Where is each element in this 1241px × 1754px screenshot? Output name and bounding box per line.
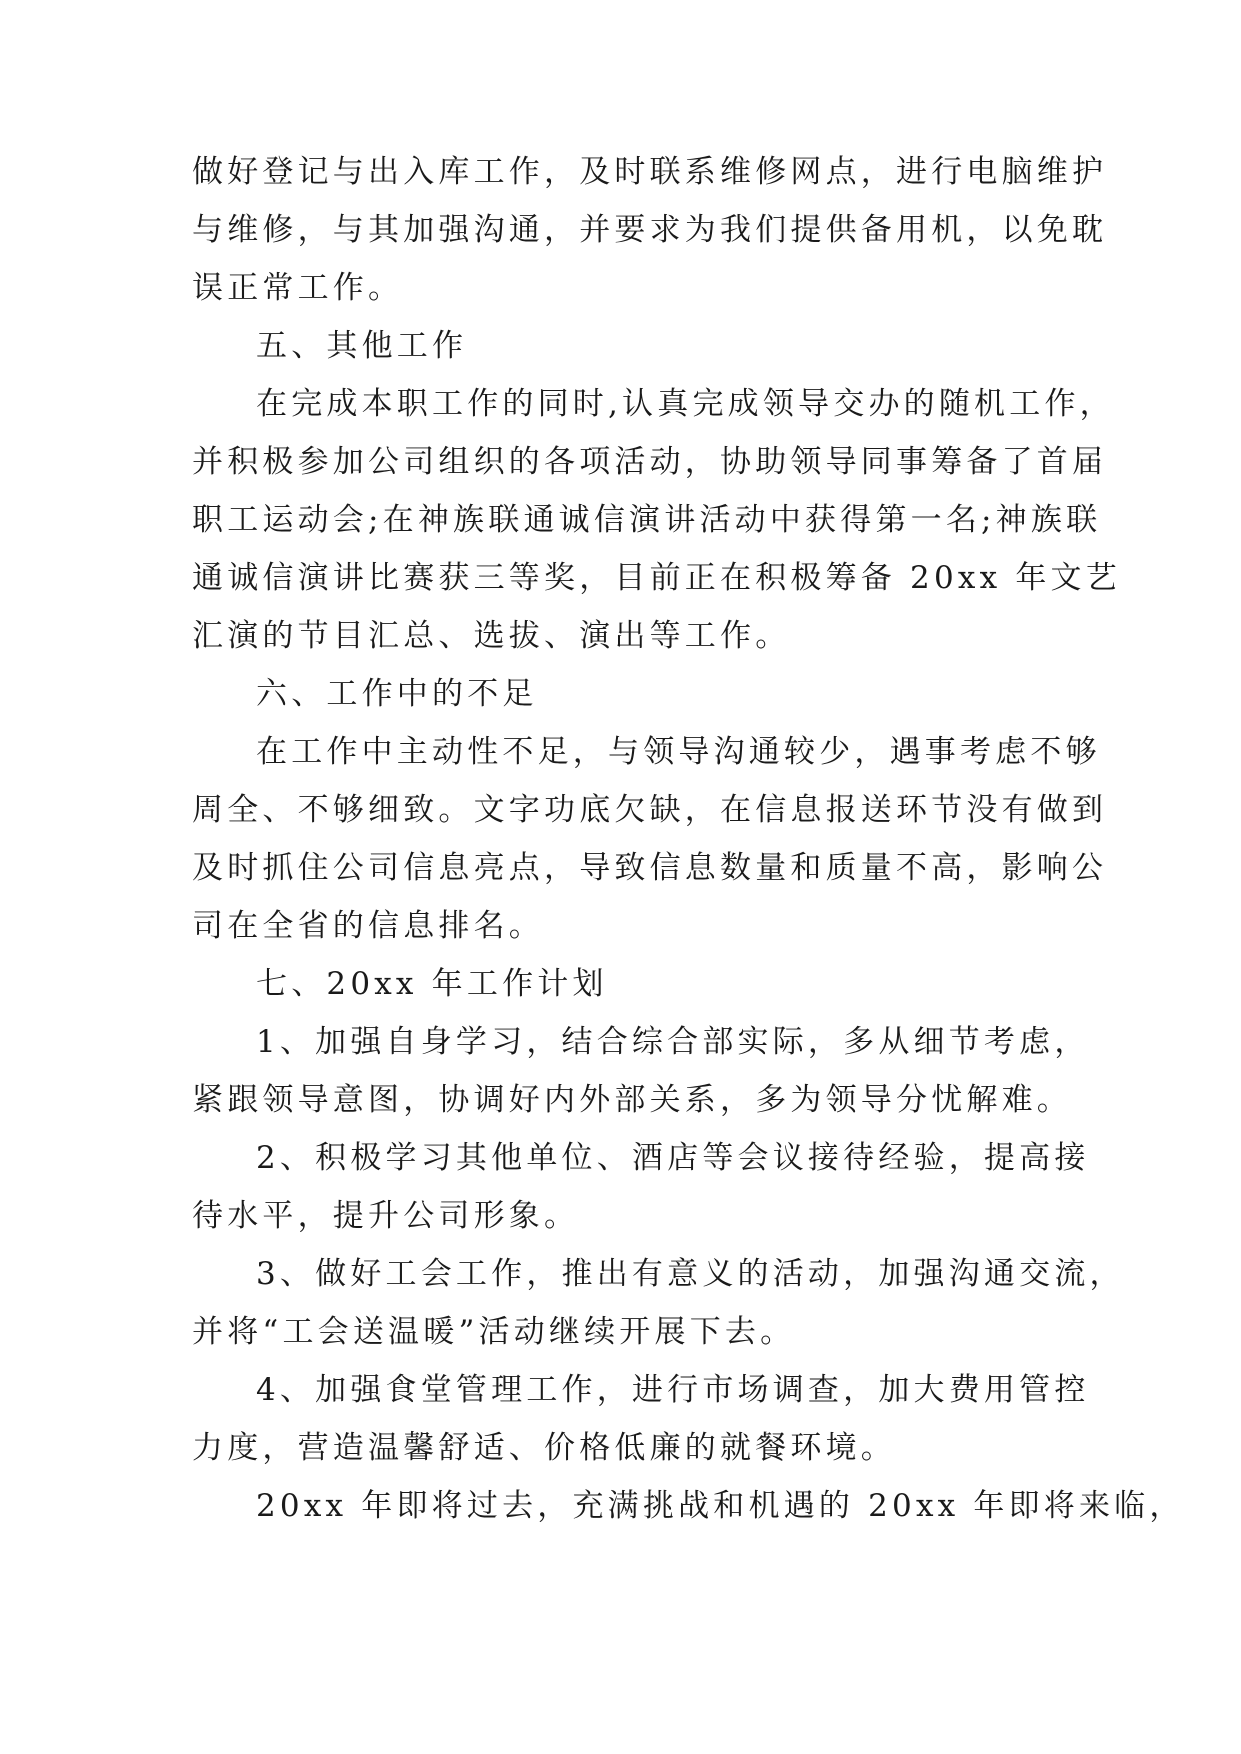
text-line: 司在全省的信息排名。 — [192, 908, 544, 944]
text-line: 在工作中主动性不足，与领导沟通较少，遇事考虑不够 — [256, 734, 1101, 770]
text-line: 与维修，与其加强沟通，并要求为我们提供备用机，以免耽 — [192, 212, 1108, 248]
text-line: 并积极参加公司组织的各项活动，协助领导同事筹备了首届 — [192, 444, 1108, 480]
text-line: 紧跟领导意图，协调好内外部关系，多为领导分忧解难。 — [192, 1082, 1072, 1118]
list-item-2: 2、积极学习其他单位、酒店等会议接待经验，提高接 — [256, 1140, 1090, 1176]
text-line: 周全、不够细致。文字功底欠缺，在信息报送环节没有做到 — [192, 792, 1108, 828]
text-line: 通诚信演讲比赛获三等奖，目前正在积极筹备 20xx 年文艺 — [192, 560, 1121, 596]
text-line: 并将“工会送温暖”活动继续开展下去。 — [192, 1314, 796, 1350]
list-item-3: 3、做好工会工作，推出有意义的活动，加强沟通交流， — [256, 1256, 1125, 1292]
section-heading: 七、20xx 年工作计划 — [256, 966, 608, 1002]
list-item-4: 4、加强食堂管理工作，进行市场调查，加大费用管控 — [256, 1372, 1090, 1408]
text-line: 20xx 年即将过去，充满挑战和机遇的 20xx 年即将来临， — [256, 1488, 1185, 1524]
text-line: 及时抓住公司信息亮点，导致信息数量和质量不高，影响公 — [192, 850, 1108, 886]
text-line: 误正常工作。 — [192, 270, 404, 306]
list-item-1: 1、加强自身学习，结合综合部实际，多从细节考虑， — [256, 1024, 1090, 1060]
text-line: 力度，营造温馨舒适、价格低廉的就餐环境。 — [192, 1430, 896, 1466]
section-heading: 六、工作中的不足 — [256, 676, 538, 712]
text-line: 待水平，提升公司形象。 — [192, 1198, 580, 1234]
section-heading: 五、其他工作 — [256, 328, 468, 364]
text-line: 在完成本职工作的同时,认真完成领导交办的随机工作， — [256, 386, 1115, 422]
text-line: 做好登记与出入库工作，及时联系维修网点，进行电脑维护 — [192, 154, 1108, 190]
text-line: 职工运动会;在神族联通诚信演讲活动中获得第一名;神族联 — [192, 502, 1102, 538]
text-line: 汇演的节目汇总、选拔、演出等工作。 — [192, 618, 791, 654]
